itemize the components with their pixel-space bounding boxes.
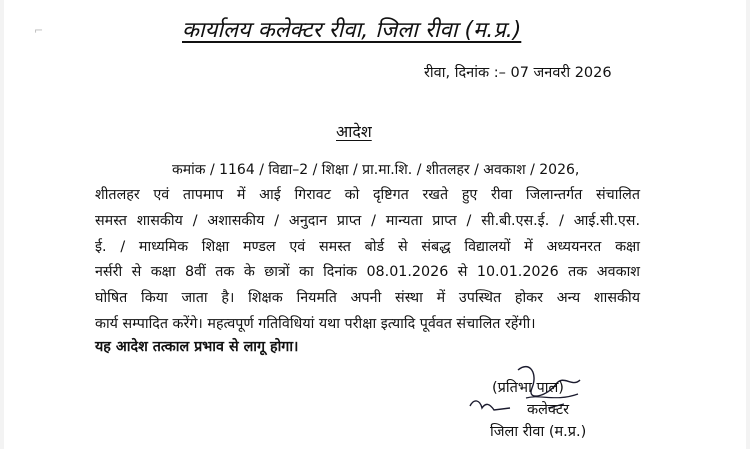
body-line: नर्सरी से कक्षा 8वीं तक के छात्रों का दिनांक 08.01.2026 से 10.01.2026 तक अवकाश [95,264,640,280]
body-line: कार्य सम्पादित करेंगे। महत्वपूर्ण गतिविधियां यथा परीक्षा इत्यादि पूर्ववत संचालित रहेंगी। [95,316,536,332]
body-line: समस्त शासकीय / अशासकीय / अनुदान प्राप्त / मान्यता प्राप्त / सी.बी.एस.ई. / आई.सी.एस. [95,213,640,229]
order-title: आदेश [336,122,372,141]
body-line: शीतलहर एवं तापमाप में आई गिरावट को दृष्टिगत रखते हुए रीवा जिलान्तर्गत संचालित [95,187,640,203]
dateline: रीवा, दिनांक :– 07 जनवरी 2026 [424,65,612,81]
scan-mark-icon: ⌐ [34,24,44,37]
signatory-name: (प्रतिभा पाल) [492,380,564,396]
closing-statement: यह आदेश तत्काल प्रभाव से लागू होगा। [95,339,299,355]
document-page [4,0,746,449]
signatory-place: जिला रीवा (म.प्र.) [490,424,587,440]
office-header: कार्यालय कलेक्टर रीवा, जिला रीवा (म.प्र.) [182,18,522,43]
body-line: घोषित किया जाता है। शिक्षक नियमति अपनी संस्था में उपस्थित होकर अन्य शासकीय [95,290,640,306]
reference-number: कमांक / 1164 / विद्या–2 / शिक्षा / प्रा.मा.शि. / शीतलहर / अवकाश / 2026, [172,162,580,178]
signatory-designation: कलेक्टर [527,402,570,418]
body-line: ई. / माध्यमिक शिक्षा मण्डल एवं समस्त बोर्ड से संबद्ध विद्यालयों में अध्ययनरत कक्षा [95,239,640,255]
